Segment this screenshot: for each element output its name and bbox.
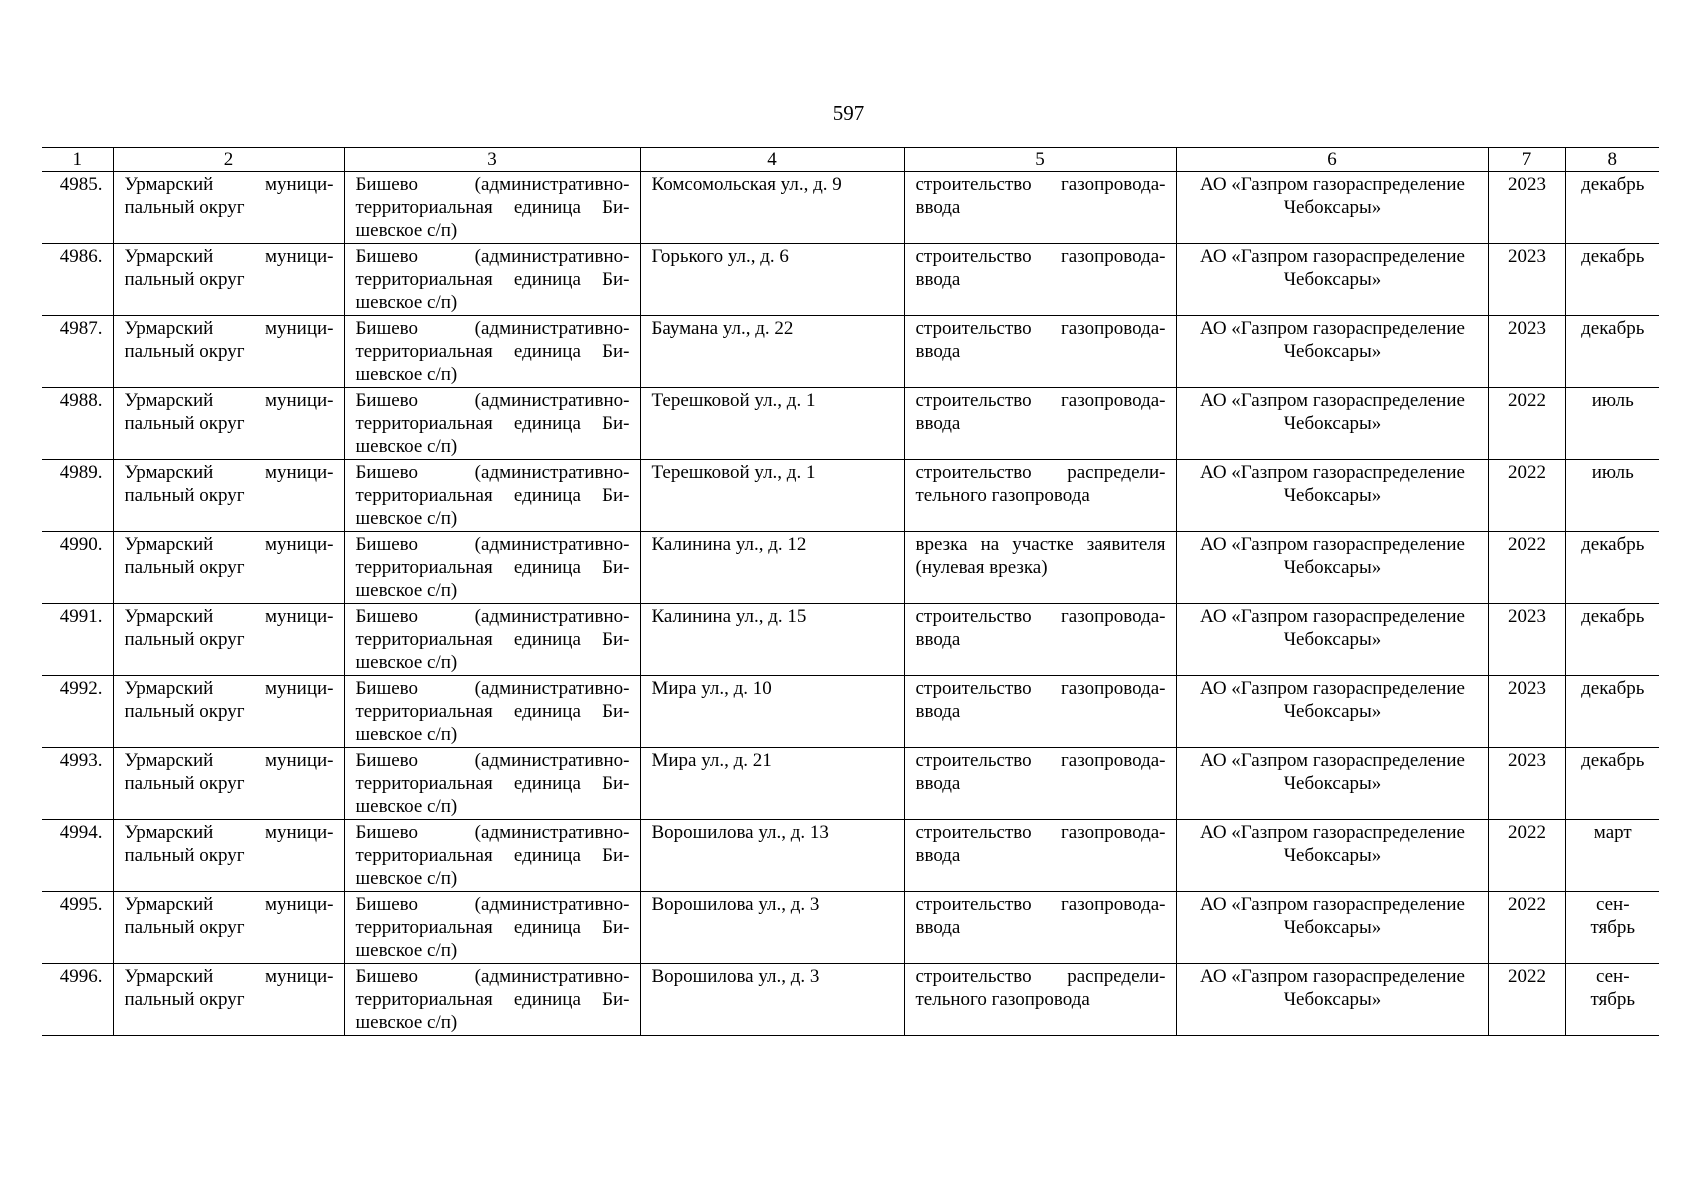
work-type-cell: строительство газопровода-ввода [904,676,1176,748]
table-row [42,892,1659,964]
district-cell: Урмарский муници-пальный округ [113,244,344,316]
work-type-cell: строительство газопровода-ввода [904,892,1176,964]
year-cell: 2022 [1488,388,1565,460]
column-header: 5 [904,148,1176,172]
district-cell: Урмарский муници-пальный округ [113,964,344,1036]
work-type-cell: строительство газопровода-ввода [904,316,1176,388]
address-cell: Калинина ул., д. 15 [640,604,904,676]
address-cell: Ворошилова ул., д. 13 [640,820,904,892]
year-cell: 2023 [1488,172,1565,244]
row-number-cell: 4990. [42,532,113,604]
column-number-row [42,148,1659,172]
settlement-cell: Бишево (административно-территориальная единица Би-шевское с/п) [344,388,640,460]
month-cell: сен-тябрь [1565,964,1659,1036]
address-cell: Терешковой ул., д. 1 [640,388,904,460]
table-row [42,172,1659,244]
row-number-cell: 4986. [42,244,113,316]
district-cell: Урмарский муници-пальный округ [113,316,344,388]
organization-cell: АО «Газпром газораспределение Чебоксары» [1176,820,1488,892]
address-cell: Мира ул., д. 10 [640,676,904,748]
district-cell: Урмарский муници-пальный округ [113,460,344,532]
table-row [42,820,1659,892]
year-cell: 2022 [1488,460,1565,532]
column-header: 8 [1565,148,1659,172]
organization-cell: АО «Газпром газораспределение Чебоксары» [1176,172,1488,244]
work-type-cell: строительство газопровода-ввода [904,172,1176,244]
month-cell: декабрь [1565,676,1659,748]
address-cell: Ворошилова ул., д. 3 [640,964,904,1036]
organization-cell: АО «Газпром газораспределение Чебоксары» [1176,244,1488,316]
settlement-cell: Бишево (административно-территориальная единица Би-шевское с/п) [344,892,640,964]
month-cell: июль [1565,460,1659,532]
district-cell: Урмарский муници-пальный округ [113,892,344,964]
month-cell: декабрь [1565,316,1659,388]
address-cell: Комсомольская ул., д. 9 [640,172,904,244]
district-cell: Урмарский муници-пальный округ [113,532,344,604]
organization-cell: АО «Газпром газораспределение Чебоксары» [1176,388,1488,460]
table-row [42,532,1659,604]
organization-cell: АО «Газпром газораспределение Чебоксары» [1176,460,1488,532]
year-cell: 2022 [1488,820,1565,892]
year-cell: 2022 [1488,532,1565,604]
district-cell: Урмарский муници-пальный округ [113,172,344,244]
column-header: 1 [42,148,113,172]
address-cell: Горького ул., д. 6 [640,244,904,316]
work-type-cell: врезка на участке заявителя (нулевая врезка) [904,532,1176,604]
row-number-cell: 4988. [42,388,113,460]
district-cell: Урмарский муници-пальный округ [113,604,344,676]
year-cell: 2023 [1488,748,1565,820]
year-cell: 2023 [1488,316,1565,388]
work-type-cell: строительство распредели-тельного газопровода [904,964,1176,1036]
address-cell: Мира ул., д. 21 [640,748,904,820]
settlement-cell: Бишево (административно-территориальная единица Би-шевское с/п) [344,604,640,676]
settlement-cell: Бишево (административно-территориальная единица Би-шевское с/п) [344,460,640,532]
row-number-cell: 4989. [42,460,113,532]
row-number-cell: 4994. [42,820,113,892]
table-row [42,676,1659,748]
organization-cell: АО «Газпром газораспределение Чебоксары» [1176,316,1488,388]
table-row [42,460,1659,532]
column-header: 2 [113,148,344,172]
row-number-cell: 4996. [42,964,113,1036]
settlement-cell: Бишево (административно-территориальная единица Би-шевское с/п) [344,172,640,244]
work-type-cell: строительство газопровода-ввода [904,820,1176,892]
table-row [42,388,1659,460]
year-cell: 2022 [1488,964,1565,1036]
work-type-cell: строительство газопровода-ввода [904,748,1176,820]
address-cell: Терешковой ул., д. 1 [640,460,904,532]
month-cell: декабрь [1565,748,1659,820]
table-row [42,964,1659,1036]
organization-cell: АО «Газпром газораспределение Чебоксары» [1176,604,1488,676]
district-cell: Урмарский муници-пальный округ [113,676,344,748]
month-cell: март [1565,820,1659,892]
column-header: 6 [1176,148,1488,172]
work-type-cell: строительство распредели-тельного газопровода [904,460,1176,532]
settlement-cell: Бишево (административно-территориальная единица Би-шевское с/п) [344,820,640,892]
organization-cell: АО «Газпром газораспределение Чебоксары» [1176,748,1488,820]
work-type-cell: строительство газопровода-ввода [904,388,1176,460]
row-number-cell: 4985. [42,172,113,244]
row-number-cell: 4991. [42,604,113,676]
month-cell: декабрь [1565,532,1659,604]
district-cell: Урмарский муници-пальный округ [113,388,344,460]
month-cell: декабрь [1565,604,1659,676]
year-cell: 2022 [1488,892,1565,964]
address-cell: Баумана ул., д. 22 [640,316,904,388]
column-header: 3 [344,148,640,172]
column-header: 4 [640,148,904,172]
settlement-cell: Бишево (административно-территориальная единица Би-шевское с/п) [344,532,640,604]
month-cell: декабрь [1565,244,1659,316]
settlement-cell: Бишево (административно-территориальная единица Би-шевское с/п) [344,748,640,820]
column-header: 7 [1488,148,1565,172]
work-type-cell: строительство газопровода-ввода [904,604,1176,676]
year-cell: 2023 [1488,244,1565,316]
year-cell: 2023 [1488,676,1565,748]
settlement-cell: Бишево (административно-территориальная единица Би-шевское с/п) [344,316,640,388]
address-cell: Ворошилова ул., д. 3 [640,892,904,964]
settlement-cell: Бишево (административно-территориальная единица Би-шевское с/п) [344,964,640,1036]
table-row [42,604,1659,676]
month-cell: сен-тябрь [1565,892,1659,964]
row-number-cell: 4993. [42,748,113,820]
table-row [42,244,1659,316]
organization-cell: АО «Газпром газораспределение Чебоксары» [1176,676,1488,748]
district-cell: Урмарский муници-пальный округ [113,748,344,820]
row-number-cell: 4987. [42,316,113,388]
settlement-cell: Бишево (административно-территориальная единица Би-шевское с/п) [344,244,640,316]
month-cell: июль [1565,388,1659,460]
table-row [42,316,1659,388]
row-number-cell: 4995. [42,892,113,964]
month-cell: декабрь [1565,172,1659,244]
row-number-cell: 4992. [42,676,113,748]
settlement-cell: Бишево (административно-территориальная единица Би-шевское с/п) [344,676,640,748]
organization-cell: АО «Газпром газораспределение Чебоксары» [1176,964,1488,1036]
year-cell: 2023 [1488,604,1565,676]
registry-table [42,147,1659,1036]
organization-cell: АО «Газпром газораспределение Чебоксары» [1176,532,1488,604]
district-cell: Урмарский муници-пальный округ [113,820,344,892]
page-number: 597 [832,101,865,125]
address-cell: Калинина ул., д. 12 [640,532,904,604]
organization-cell: АО «Газпром газораспределение Чебоксары» [1176,892,1488,964]
work-type-cell: строительство газопровода-ввода [904,244,1176,316]
table-body [42,172,1659,1036]
table-row [42,748,1659,820]
